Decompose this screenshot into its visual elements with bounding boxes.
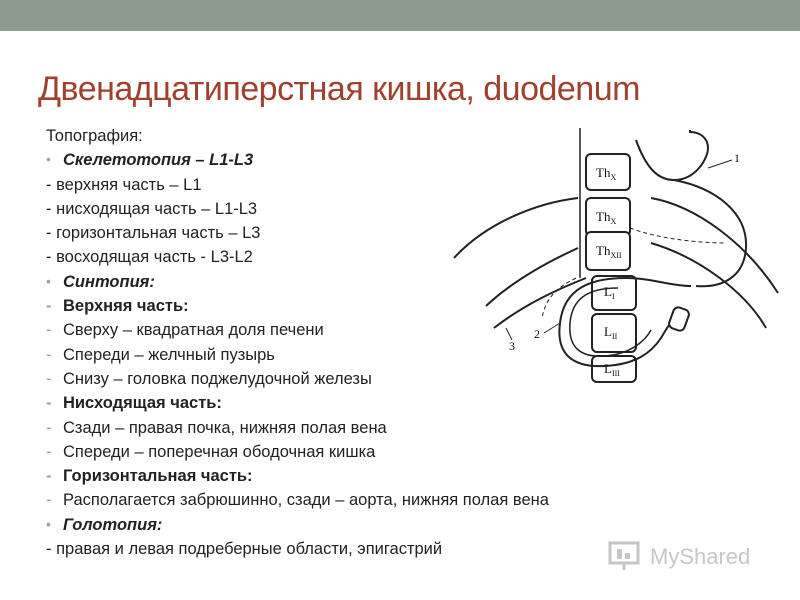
watermark-text: MyShared — [650, 544, 751, 569]
topography-heading: Топография: — [46, 127, 143, 145]
syntopy-bullet: • Синтопия: — [46, 270, 746, 294]
label-l-ii: $L_{II}$ — [604, 324, 618, 341]
upper-part-above: - Сверху – квадратная доля печени — [46, 318, 746, 342]
presentation-icon — [608, 540, 644, 572]
slide-content — [46, 124, 746, 561]
descending-part-front: - Спереди – поперечная ободочная кишка — [46, 440, 746, 464]
callout-3: 3 — [509, 339, 515, 353]
skeletotopy-ascending: - восходящая часть - L3-L2 — [46, 248, 253, 267]
holotopy-bullet: • Голотопия: — [46, 513, 746, 537]
top-bar — [0, 0, 800, 31]
callout-2: 2 — [534, 327, 540, 341]
label-th-x-upper: $Th_X$ — [596, 165, 617, 182]
horizontal-part-location: - Располагается забрюшинно, сзади – аорта, нижняя полая вена — [46, 488, 746, 512]
callout-1: 1 — [734, 151, 740, 165]
watermark — [608, 540, 768, 574]
upper-part-heading: - Верхняя часть: — [46, 294, 746, 318]
skeletotopy-upper: - верхняя часть – L1 — [46, 175, 202, 194]
horizontal-part-heading: - Горизонтальная часть: — [46, 464, 746, 488]
skeletotopy-horizontal: - горизонтальная часть – L3 — [46, 224, 261, 243]
descending-part-behind: - Сзади – правая почка, нижняя полая вена — [46, 416, 746, 440]
skeletotopy-bullet: • Скелетотопия – L1-L3 — [46, 148, 746, 172]
descending-part-heading: - Нисходящая часть: — [46, 391, 746, 415]
label-l-iii: $L_{III}$ — [604, 361, 620, 378]
slide-title: Двенадцатиперстная кишка, duodenum — [38, 70, 640, 108]
label-l-i: $L_I$ — [604, 284, 615, 301]
upper-part-below: - Снизу – головка поджелудочной железы — [46, 367, 746, 391]
skeletotopy-descending: - нисходящая часть – L1-L3 — [46, 199, 258, 218]
label-th-x: $Th_X$ — [596, 209, 617, 226]
upper-part-front: - Спереди – желчный пузырь — [46, 343, 746, 367]
holotopy-regions: - правая и левая подреберные области, эпигастрий — [46, 540, 443, 559]
label-th-xii: $Th_{XII}$ — [596, 243, 622, 260]
